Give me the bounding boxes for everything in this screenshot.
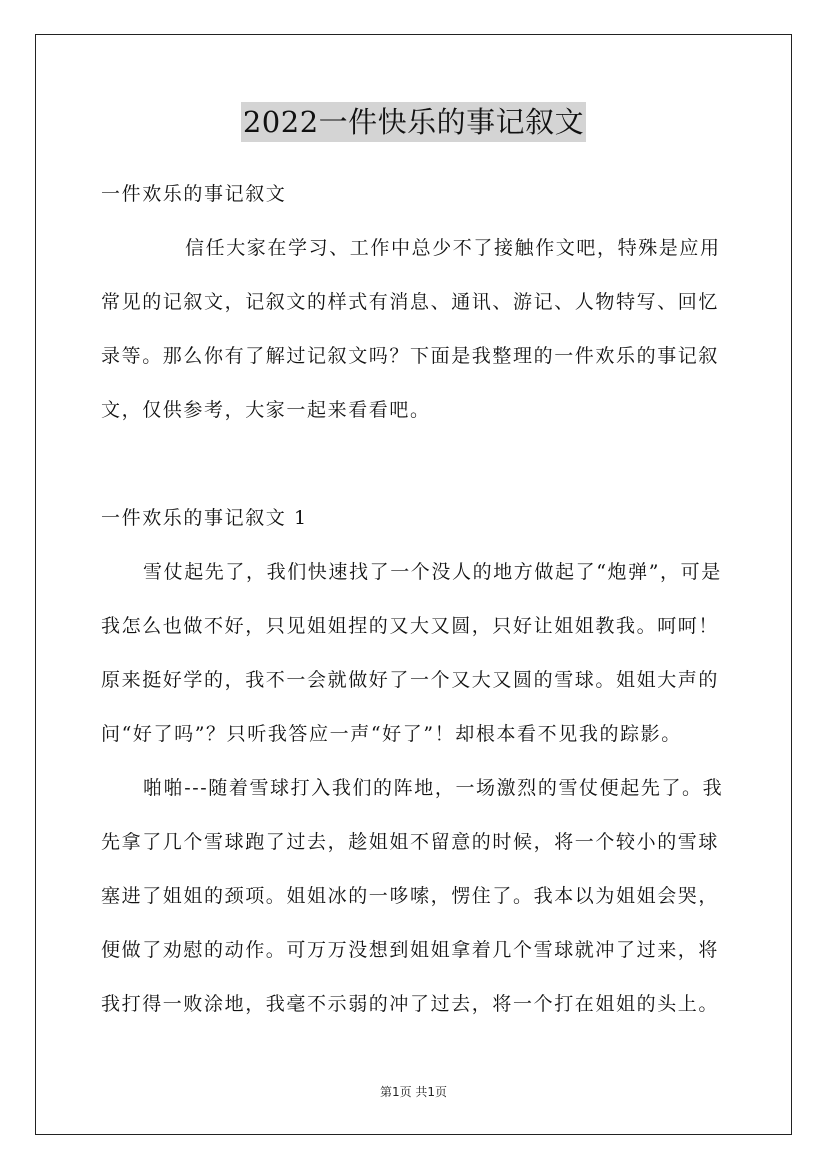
paragraph-line: 先拿了几个雪球跑了过去，趁姐姐不留意的时候，将一个较小的雪球 [101, 831, 720, 853]
paragraph-line: 塞进了姐姐的颈项。姐姐冰的一哆嗦，愣住了。我本以为姐姐会哭， [101, 885, 720, 907]
paragraph-line: 录等。那么你有了解过记叙文吗？下面是我整理的一件欢乐的事记叙 [101, 345, 720, 367]
section-heading: 一件欢乐的事记叙文 1 [101, 507, 308, 529]
paragraph-line: 我怎么也做不好，只见姐姐捏的又大又圆，只好让姐姐教我。呵呵！ [101, 615, 720, 637]
paragraph-line: 原来挺好学的，我不一会就做好了一个又大又圆的雪球。姐姐大声的 [101, 669, 720, 691]
paragraph-line: 便做了劝慰的动作。可万万没想到姐姐拿着几个雪球就冲了过来，将 [101, 939, 720, 961]
paragraph-line: 我打得一败涂地，我毫不示弱的冲了过去，将一个打在姐姐的头上。 [101, 993, 720, 1015]
title-container [0, 102, 827, 142]
paragraph-line: 问“好了吗”？只听我答应一声“好了”！却根本看不见我的踪影。 [101, 723, 682, 745]
paragraph-line: 文，仅供参考，大家一起来看看吧。 [101, 399, 431, 421]
document-title: 2022一件快乐的事记叙文 [241, 102, 586, 142]
paragraph-line: 雪仗起先了，我们快速找了一个没人的地方做起了“炮弹”，可是 [143, 561, 722, 583]
paragraph-line: 啪啪---随着雪球打入我们的阵地，一场激烈的雪仗便起先了。我 [143, 777, 724, 799]
section-heading: 一件欢乐的事记叙文 [101, 183, 287, 205]
paragraph-line: 信任大家在学习、工作中总少不了接触作文吧，特殊是应用 [185, 237, 721, 259]
page-footer: 第1页 共1页 [379, 1085, 448, 1099]
paragraph-line: 常见的记叙文，记叙文的样式有消息、通讯、游记、人物特写、回忆 [101, 291, 720, 313]
